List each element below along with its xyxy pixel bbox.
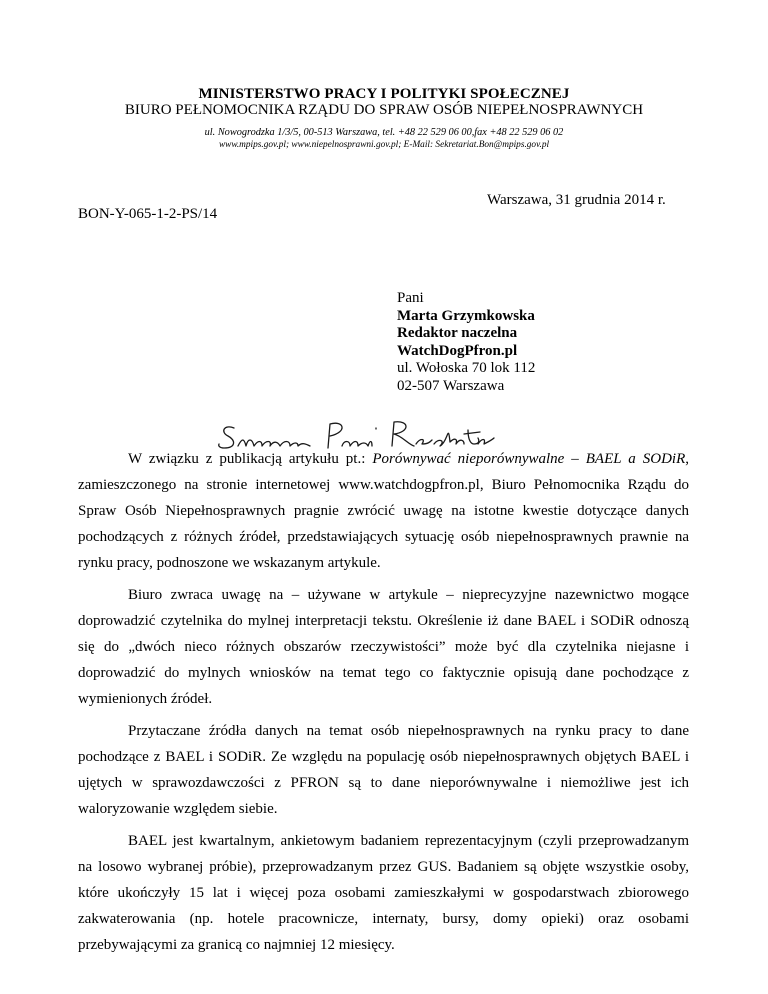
p1-intro: W związku z publikacją artykułu pt.: [128,451,373,467]
body-paragraph-1 [78,446,689,576]
body-paragraph-2: Biuro zwraca uwagę na – używane w artykule – nieprecyzyjne nazewnictwo mogące doprowadzić czytelnika do mylnej interpretacji tekstu. Określenie iż dane BAEL i SODiR odnoszą się do „dwóch nieco różnych obszarów rzeczywistości” może być dla czytelnika niejasne i doprowadzić do mylnych wniosków na temat tego co faktycznie opisują dane pochodzące z wymienionych źródeł. [78,587,689,707]
recipient-name: Marta Grzymkowska [397,307,535,324]
article-title: Porównywać nieporównywalne – BAEL a SODiR [372,451,686,467]
recipient-city: 02-507 Warszawa [397,377,505,394]
body-paragraph-3: Przytaczane źródła danych na temat osób niepełnosprawnych na rynku pracy to dane pochodzące z BAEL i SODiR. Ze względu na populację osób niepełnosprawnych objętych BAEL i ujętych w sprawozdawczości z PFRON są to dane nieporównywalne i niemożliwe jest ich waloryzowanie względem siebie. [78,723,689,817]
reference-number: BON-Y-065-1-2-PS/14 [78,206,218,222]
recipient-street: ul. Wołoska 70 lok 112 [397,360,536,376]
letter-date: Warszawa, 31 grudnia 2014 r. [487,192,666,208]
recipient-salutation: Pani [397,290,424,306]
recipient-organization: WatchDogPfron.pl [397,342,518,359]
office-name: BIURO PEŁNOMOCNIKA RZĄDU DO SPRAW OSÓB NIEPEŁNOSPRAWNYCH [124,102,644,118]
recipient-position: Redaktor naczelna [397,325,518,341]
office-address: ul. Nowogrodzka 1/3/5, 00-513 Warszawa, tel. +48 22 529 06 00,fax +48 22 529 06 02 [204,127,564,138]
letter-body [78,446,689,964]
recipient-block [397,290,535,395]
body-paragraph-4: BAEL jest kwartalnym, ankietowym badaniem reprezentacyjnym (czyli przeprowadzanym na losowo wybranej próbie), przeprowadzanym przez GUS. Badaniem są objęte wszystkie osoby, które ukończyły 15 lat i więcej poza osobami zamieszkałymi w gospodarstwach zbiorowego zakwaterowania (np. hotele pracownicze, internaty, bursy, domy opieki) oraz osobami przebywającymi za granicą co najmniej 12 miesięcy. [78,833,689,953]
p1-rest: , zamieszczonego na stronie internetowej www.watchdogpfron.pl, Biuro Pełnomocnika Rządu do Spraw Osób Niepełnosprawnych pragnie zwrócić uwagę na istotne kwestie dotyczące danych pochodzących z różnych źródeł, przedstawiających sytuację osób niepełnosprawnych prawnie na rynku pracy, podnoszone we wskazanym artykule. [78,451,689,571]
ministry-name: MINISTERSTWO PRACY I POLITYKI SPOŁECZNEJ [198,86,570,102]
office-web-contacts: www.mpips.gov.pl; www.niepelnosprawni.gov.pl; E-Mail: Sekretariat.Bon@mpips.gov.pl [218,140,550,150]
